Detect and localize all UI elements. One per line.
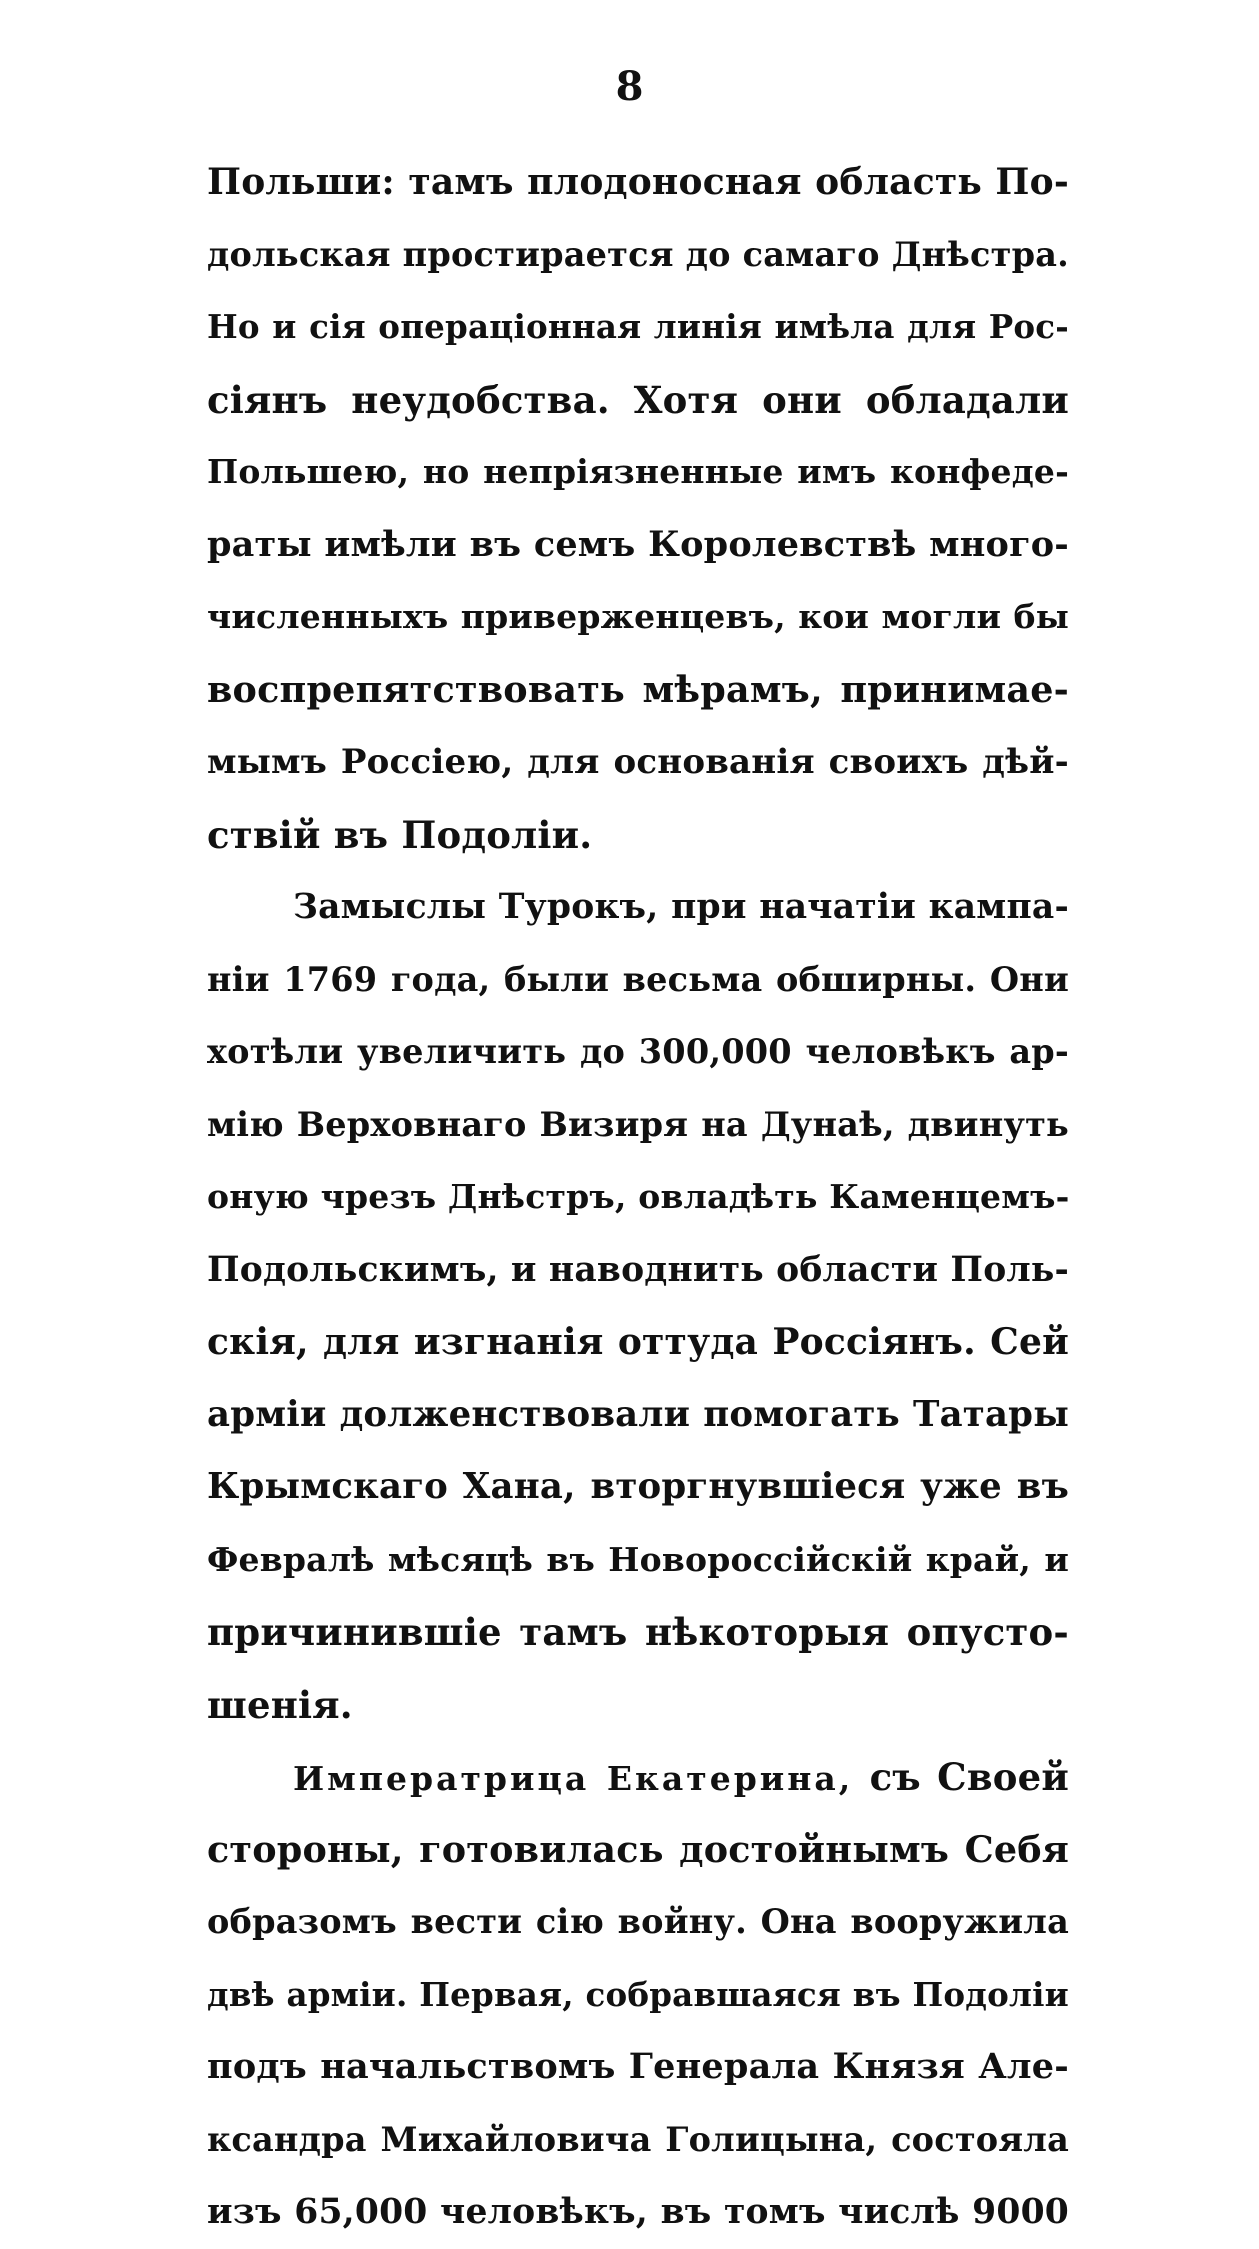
text-line: причинившіе тамъ нѣкоторыя опусто- bbox=[207, 1610, 1069, 1654]
text-line: образомъ вести сію войну. Она вооружила bbox=[207, 1902, 1069, 1941]
text-line bbox=[207, 1741, 1069, 1814]
text-line: воспрепятствовать мѣрамъ, принимае- bbox=[207, 667, 1069, 711]
text-line: скія, для изгнанія оттуда Россіянъ. Сей bbox=[207, 1321, 1069, 1363]
text-line: оную чрезъ Днѣстръ, овладѣть Каменцемъ- bbox=[207, 1177, 1070, 1216]
text-line: Польшею, но непріязненные имъ конфеде- bbox=[207, 452, 1069, 491]
text-line: раты имѣли въ семъ Королевствѣ много- bbox=[207, 523, 1069, 565]
text-line: сіянъ неудобства. Хотя они обладали bbox=[207, 377, 1069, 422]
text-line: Но и сія операціонная линія имѣла для Рос- bbox=[207, 307, 1069, 346]
body-text bbox=[207, 146, 1069, 2249]
text-line: Замыслы Турокъ, при начатіи кампа- bbox=[293, 887, 1069, 927]
text-line: Крымскаго Хана, вторгнувшіеся уже въ bbox=[207, 1466, 1069, 1507]
text-line: изъ 65,000 человѣкъ, въ томъ числѣ 9000 bbox=[207, 2192, 1069, 2232]
text-line: ксандра Михайловича Голицына, состояла bbox=[207, 2119, 1069, 2159]
text-line: Польши: тамъ плодоносная область По- bbox=[207, 161, 1069, 203]
text-line: двѣ арміи. Первая, собравшаяся въ Подоліи bbox=[207, 1974, 1069, 2014]
text-line: шенія. bbox=[207, 1682, 353, 1727]
emphasized-name: Императрица Екатерина, bbox=[293, 1759, 854, 1798]
text-line: ніи 1769 года, были весьма обширны. Они bbox=[207, 959, 1069, 999]
text-line: Февралѣ мѣсяцѣ въ Новороссійскій край, и bbox=[207, 1539, 1069, 1579]
text-line: Подольскимъ, и наводнить области Поль- bbox=[207, 1249, 1070, 1290]
text-line: численныхъ приверженцевъ, кои могли бы bbox=[207, 597, 1069, 636]
text-line: мію Верховнаго Визиря на Дунаѣ, двинуть bbox=[207, 1104, 1069, 1144]
text-line: стороны, готовилась достойнымъ Себя bbox=[207, 1827, 1069, 1871]
text-fragment: съ Своей bbox=[853, 1755, 1069, 1799]
page-number: 8 bbox=[615, 63, 644, 110]
text-line: арміи долженствовали помогать Татары bbox=[207, 1393, 1069, 1435]
text-line: дольская простирается до самаго Днѣстра. bbox=[207, 234, 1069, 274]
text-line: мымъ Россіею, для основанія своихъ дѣй- bbox=[207, 742, 1069, 782]
text-line: хотѣли увеличить до 300,000 человѣкъ ар- bbox=[207, 1032, 1069, 1071]
text-line: ствій въ Подоліи. bbox=[207, 812, 593, 857]
text-line: подъ начальствомъ Генерала Князя Але- bbox=[207, 2046, 1069, 2087]
